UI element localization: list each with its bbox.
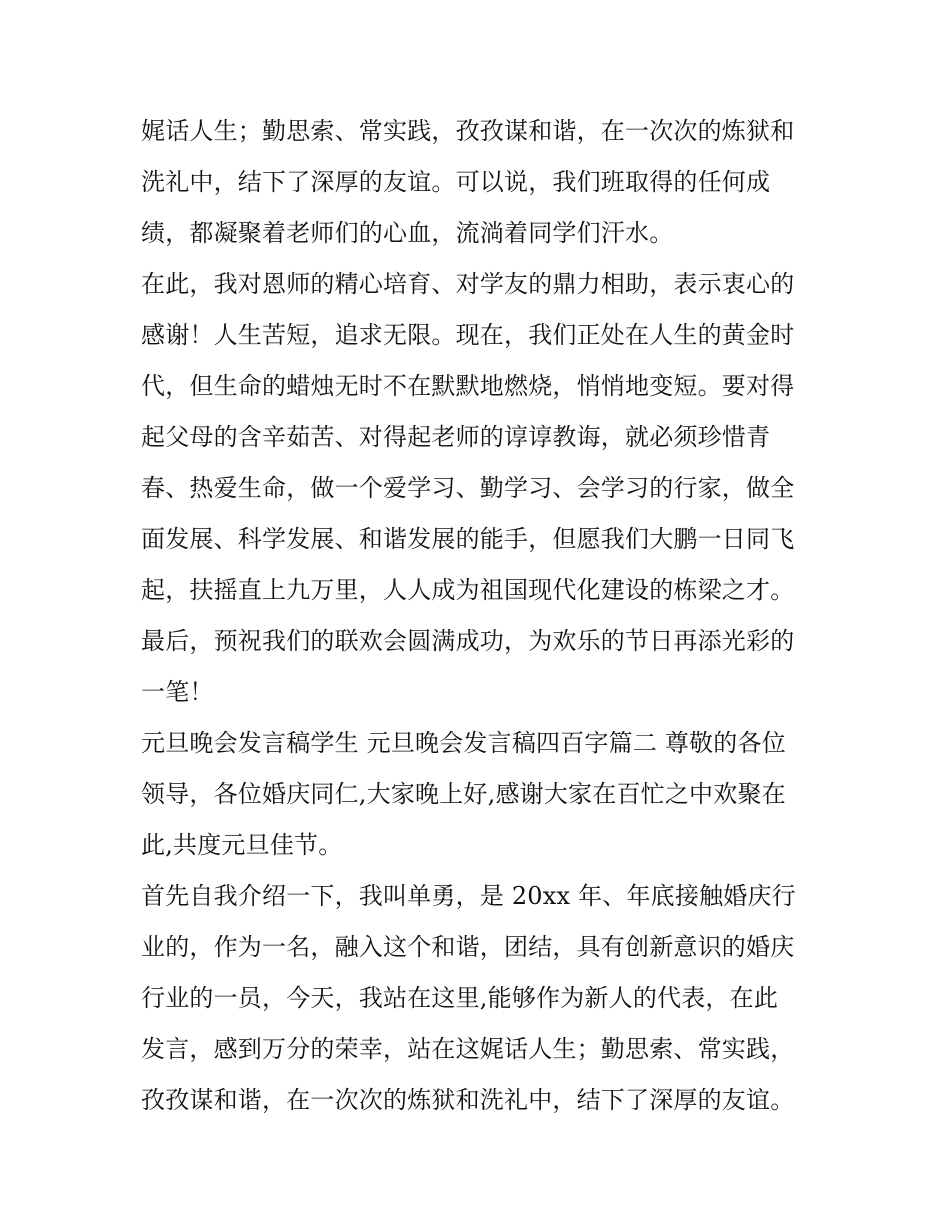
text-line: 春、热爱生命，做一个爱学习、勤学习、会学习的行家，做全 bbox=[141, 474, 795, 502]
text-line: 此,共度元旦佳节。 bbox=[141, 831, 343, 859]
text-line: 最后，预祝我们的联欢会圆满成功，为欢乐的节日再添光彩的 bbox=[141, 627, 795, 655]
text-line: 在此，我对恩师的精心培育、对学友的鼎力相助，表示衷心的 bbox=[141, 270, 795, 298]
text-line: 领导，各位婚庆同仁,大家晚上好,感谢大家在百忙之中欢聚在 bbox=[141, 780, 786, 808]
text-line: 行业的一员，今天，我站在这里,能够作为新人的代表，在此 bbox=[141, 984, 779, 1012]
document-body bbox=[141, 106, 813, 1126]
text-line: 起，扶摇直上九万里，人人成为祖国现代化建设的栋梁之才。 bbox=[141, 576, 795, 604]
text-line: 起父母的含辛茹苦、对得起老师的谆谆教诲，就必须珍惜青 bbox=[141, 423, 771, 451]
text-line: 发言，感到万分的荣幸，站在这娓话人生；勤思索、常实践， bbox=[141, 1035, 795, 1063]
text-line: 首先自我介绍一下，我叫单勇，是 20xx 年、年底接触婚庆行 bbox=[141, 882, 796, 910]
text-line: 代，但生命的蜡烛无时不在默默地燃烧，悄悄地变短。要对得 bbox=[141, 372, 795, 400]
text-line: 绩，都凝聚着老师们的心血，流淌着同学们汗水。 bbox=[141, 219, 674, 247]
text-line: 娓话人生；勤思索、常实践，孜孜谋和谐，在一次次的炼狱和 bbox=[141, 117, 795, 145]
text-line: 元旦晚会发言稿学生 元旦晚会发言稿四百字篇二 尊敬的各位 bbox=[141, 729, 786, 757]
text-line: 感谢！人生苦短，追求无限。现在，我们正处在人生的黄金时 bbox=[141, 321, 795, 349]
text-line: 面发展、科学发展、和谐发展的能手，但愿我们大鹏一日同飞 bbox=[141, 525, 795, 553]
text-line: 业的，作为一名，融入这个和谐，团结，具有创新意识的婚庆 bbox=[141, 933, 795, 961]
text-line: 孜孜谋和谐，在一次次的炼狱和洗礼中，结下了深厚的友谊。 bbox=[141, 1086, 795, 1114]
text-line: 洗礼中，结下了深厚的友谊。可以说，我们班取得的任何成 bbox=[141, 168, 771, 196]
text-line: 一笔！ bbox=[141, 678, 214, 706]
